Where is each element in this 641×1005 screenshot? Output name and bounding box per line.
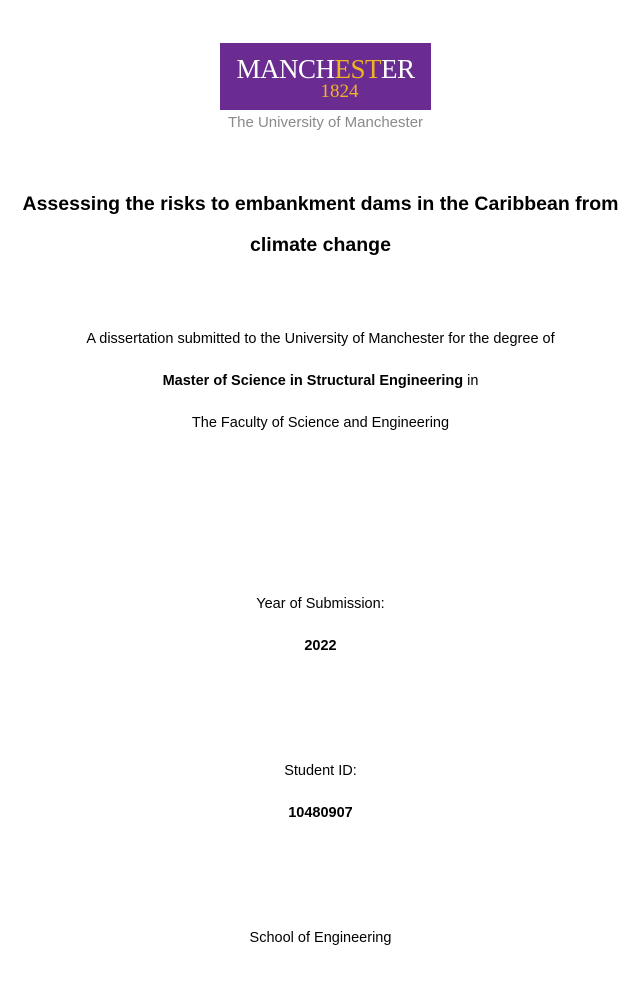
title-line-2: climate change [250, 234, 391, 256]
logo-subtitle: The University of Manchester [227, 114, 424, 131]
logo-word-accent: EST [334, 54, 381, 84]
degree-name: Master of Science in Structural Engineering [162, 373, 464, 389]
university-logo [220, 43, 431, 135]
school-name: School of Engineering [249, 930, 392, 946]
logo-word-start: MANCH [236, 54, 335, 84]
faculty-name: The Faculty of Science and Engineering [191, 415, 450, 431]
logo-purple-box [220, 43, 431, 110]
year-label: Year of Submission: [256, 596, 385, 612]
logo-word-end: ER [381, 54, 415, 84]
title-line-1: Assessing the risks to embankment dams in the Caribbean from [22, 193, 619, 215]
student-id-value: 10480907 [288, 805, 353, 821]
submission-statement: A dissertation submitted to the University of Manchester for the degree of [86, 331, 555, 347]
logo-year: 1824 [320, 81, 359, 102]
student-id-label: Student ID: [284, 763, 357, 779]
degree-line [0, 371, 641, 391]
logo-wordmark [220, 54, 431, 84]
degree-suffix: in [463, 373, 479, 389]
year-value: 2022 [304, 638, 337, 654]
